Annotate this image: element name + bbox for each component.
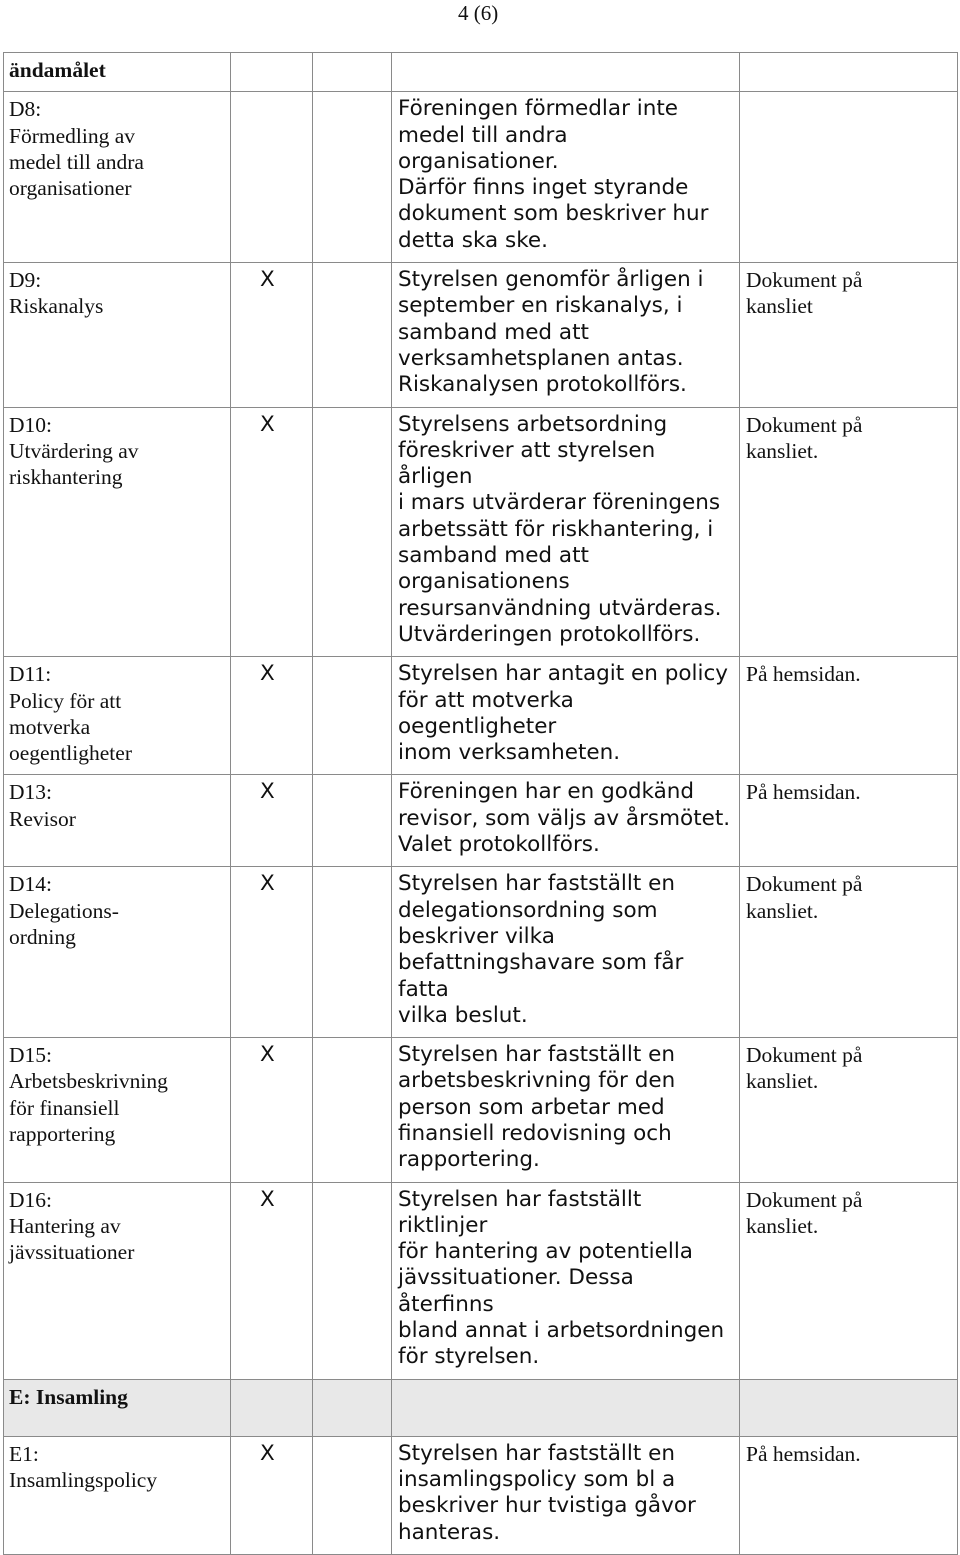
description-cell: [392, 867, 740, 1038]
compliance-mark-cell: [231, 1182, 313, 1379]
control-title-cell: [4, 1182, 231, 1379]
description-line: Därför finns inget styrande: [398, 175, 689, 201]
compliance-mark-cell: [231, 867, 313, 1038]
description-cell: [392, 1182, 740, 1379]
empty-cell: [231, 1379, 313, 1436]
control-id: D11:: [9, 662, 52, 687]
control-title-line: riskhantering: [9, 465, 123, 490]
table-body: [4, 53, 958, 1555]
reference-cell: [740, 407, 958, 657]
description-line: i mars utvärderar föreningens: [398, 490, 721, 516]
reference-cell: [740, 867, 958, 1038]
compliance-mark-cell: [231, 92, 313, 263]
control-id: D16:: [9, 1187, 52, 1212]
reference-line: Dokument på: [746, 872, 863, 897]
description-line: vilka beslut.: [398, 1002, 528, 1028]
control-title-line: Revisor: [9, 806, 76, 831]
description-line: Styrelsens arbetsordning: [398, 411, 668, 437]
compliance-mark-cell: [231, 1436, 313, 1554]
description-cell: [392, 407, 740, 657]
empty-cell: [313, 92, 392, 263]
control-title-line: medel till andra: [9, 149, 144, 174]
control-title-line: Utvärdering av: [9, 438, 139, 463]
control-title-line: ordning: [9, 924, 76, 949]
control-row: [4, 92, 958, 263]
description-cell: [392, 775, 740, 867]
compliance-mark-cell: [231, 775, 313, 867]
reference-line: Dokument på: [746, 1187, 863, 1212]
compliance-mark: X: [260, 871, 275, 897]
description-line: Valet protokollförs.: [398, 832, 600, 858]
control-row: [4, 263, 958, 407]
control-id: E1:: [9, 1441, 39, 1466]
control-title-cell: [4, 1038, 231, 1182]
reference-cell: [740, 1436, 958, 1554]
empty-cell: [740, 53, 958, 92]
control-id: D8:: [9, 97, 42, 122]
control-title-line: Policy för att: [9, 688, 122, 713]
description-line: jävssituationer. Dessa återfinns: [398, 1265, 634, 1317]
description-line: arbetssätt för riskhantering, i: [398, 516, 714, 542]
section-e-heading-row: [4, 1379, 958, 1436]
reference-line: Dokument på: [746, 1043, 863, 1068]
control-row: [4, 407, 958, 657]
empty-cell: [313, 867, 392, 1038]
reference-line: På hemsidan.: [746, 662, 861, 687]
empty-cell: [313, 407, 392, 657]
empty-cell: [740, 1379, 958, 1436]
description-line: medel till andra organisationer.: [398, 122, 568, 174]
control-title-cell: [4, 407, 231, 657]
control-title-cell: [4, 775, 231, 867]
reference-line: Dokument på: [746, 268, 863, 293]
description-cell: [392, 657, 740, 775]
control-title-line: Insamlingspolicy: [9, 1467, 158, 1492]
reference-line: kansliet.: [746, 1213, 819, 1238]
description-line: för styrelsen.: [398, 1344, 540, 1370]
reference-cell: [740, 1182, 958, 1379]
control-title-line: Förmedling av: [9, 123, 135, 148]
control-title-line: Riskanalys: [9, 294, 104, 319]
control-title-line: jävssituationer: [9, 1240, 135, 1265]
description-cell: [392, 92, 740, 263]
control-table: [3, 52, 958, 1555]
control-id: D15:: [9, 1043, 52, 1068]
description-line: arbetsbeskrivning för den: [398, 1068, 676, 1094]
description-line: för att motverka oegentligheter: [398, 687, 574, 739]
description-line: resursanvändning utvärderas.: [398, 595, 722, 621]
compliance-mark-cell: [231, 407, 313, 657]
section-d-heading-row: [4, 53, 958, 92]
control-title-line: för finansiell: [9, 1095, 120, 1120]
description-line: Styrelsen genomför årligen i: [398, 267, 704, 293]
description-line: verksamhetsplanen antas.: [398, 345, 684, 371]
description-line: befattningshavare som får fatta: [398, 950, 684, 1002]
control-title-cell: [4, 92, 231, 263]
description-line: samband med att: [398, 319, 589, 345]
description-line: Styrelsen har fastställt en: [398, 871, 675, 897]
control-row: [4, 867, 958, 1038]
description-cell: [392, 1038, 740, 1182]
empty-cell: [313, 53, 392, 92]
compliance-mark: X: [260, 1440, 275, 1466]
description-line: inom verksamheten.: [398, 740, 621, 766]
control-row: [4, 775, 958, 867]
description-line: person som arbetar med: [398, 1094, 665, 1120]
control-title-line: oegentligheter: [9, 741, 132, 766]
compliance-mark-cell: [231, 1038, 313, 1182]
description-line: Utvärderingen protokollförs.: [398, 621, 701, 647]
description-line: revisor, som väljs av årsmötet.: [398, 805, 731, 831]
description-line: Styrelsen har fastställt riktlinjer: [398, 1186, 642, 1238]
reference-line: kansliet.: [746, 898, 819, 923]
description-line: rapportering.: [398, 1147, 540, 1173]
reference-line: Dokument på: [746, 412, 863, 437]
section-heading: E: Insamling: [4, 1379, 231, 1436]
description-cell: [392, 1436, 740, 1554]
empty-cell: [313, 775, 392, 867]
reference-cell: [740, 657, 958, 775]
empty-cell: [313, 1436, 392, 1554]
control-title-cell: [4, 657, 231, 775]
description-line: Styrelsen har antagit en policy: [398, 661, 729, 687]
compliance-mark: X: [260, 1042, 275, 1068]
reference-line: På hemsidan.: [746, 780, 861, 805]
description-line: insamlingspolicy som bl a: [398, 1466, 676, 1492]
control-id: D9:: [9, 268, 42, 293]
description-line: föreskriver att styrelsen årligen: [398, 437, 656, 490]
section-heading: ändamålet: [4, 53, 231, 92]
compliance-mark: X: [260, 1186, 275, 1212]
description-line: dokument som beskriver hur: [398, 201, 709, 227]
description-line: finansiell redovisning och: [398, 1120, 672, 1146]
control-title-cell: [4, 1436, 231, 1554]
control-title-cell: [4, 263, 231, 407]
control-row: [4, 657, 958, 775]
empty-cell: [313, 657, 392, 775]
empty-cell: [313, 1038, 392, 1182]
reference-line: kansliet: [746, 294, 813, 319]
description-line: beskriver hur tvistiga gåvor: [398, 1493, 696, 1519]
control-title-line: rapportering: [9, 1121, 116, 1146]
empty-cell: [313, 1182, 392, 1379]
reference-cell: [740, 1038, 958, 1182]
description-line: Styrelsen har fastställt en: [398, 1042, 675, 1068]
empty-cell: [392, 53, 740, 92]
description-line: Styrelsen har fastställt en: [398, 1440, 675, 1466]
empty-cell: [313, 1379, 392, 1436]
description-line: beskriver vilka: [398, 923, 555, 949]
reference-cell: [740, 263, 958, 407]
compliance-mark-cell: [231, 263, 313, 407]
description-cell: [392, 263, 740, 407]
control-row: [4, 1436, 958, 1554]
control-id: D10:: [9, 412, 52, 437]
compliance-mark: X: [260, 411, 275, 437]
description-line: för hantering av potentiella: [398, 1239, 693, 1265]
description-line: organisationens: [398, 569, 570, 595]
description-line: Riskanalysen protokollförs.: [398, 372, 687, 398]
description-line: detta ska ske.: [398, 227, 548, 253]
reference-line: kansliet.: [746, 438, 819, 463]
control-id: D14:: [9, 872, 52, 897]
reference-line: kansliet.: [746, 1069, 819, 1094]
description-line: Föreningen förmedlar inte: [398, 96, 678, 122]
compliance-mark: X: [260, 779, 275, 805]
reference-cell: [740, 92, 958, 263]
description-line: Föreningen har en godkänd: [398, 779, 695, 805]
control-row: [4, 1038, 958, 1182]
control-title-line: organisationer: [9, 176, 132, 201]
reference-cell: [740, 775, 958, 867]
description-line: september en riskanalys, i: [398, 293, 683, 319]
reference-line: På hemsidan.: [746, 1441, 861, 1466]
compliance-mark: X: [260, 661, 275, 687]
compliance-mark-cell: [231, 657, 313, 775]
page-number: 4 (6): [458, 1, 499, 25]
control-title-line: Hantering av: [9, 1213, 121, 1238]
empty-cell: [313, 263, 392, 407]
description-line: bland annat i arbetsordningen: [398, 1318, 725, 1344]
empty-cell: [231, 53, 313, 92]
control-id: D13:: [9, 780, 52, 805]
description-line: delegationsordning som: [398, 897, 658, 923]
compliance-mark: X: [260, 267, 275, 293]
description-line: hanteras.: [398, 1519, 501, 1545]
description-line: samband med att: [398, 543, 589, 569]
control-title-line: Delegations-: [9, 898, 119, 923]
control-title-line: Arbetsbeskrivning: [9, 1069, 168, 1094]
control-title-line: motverka: [9, 714, 91, 739]
control-row: [4, 1182, 958, 1379]
empty-cell: [392, 1379, 740, 1436]
control-title-cell: [4, 867, 231, 1038]
